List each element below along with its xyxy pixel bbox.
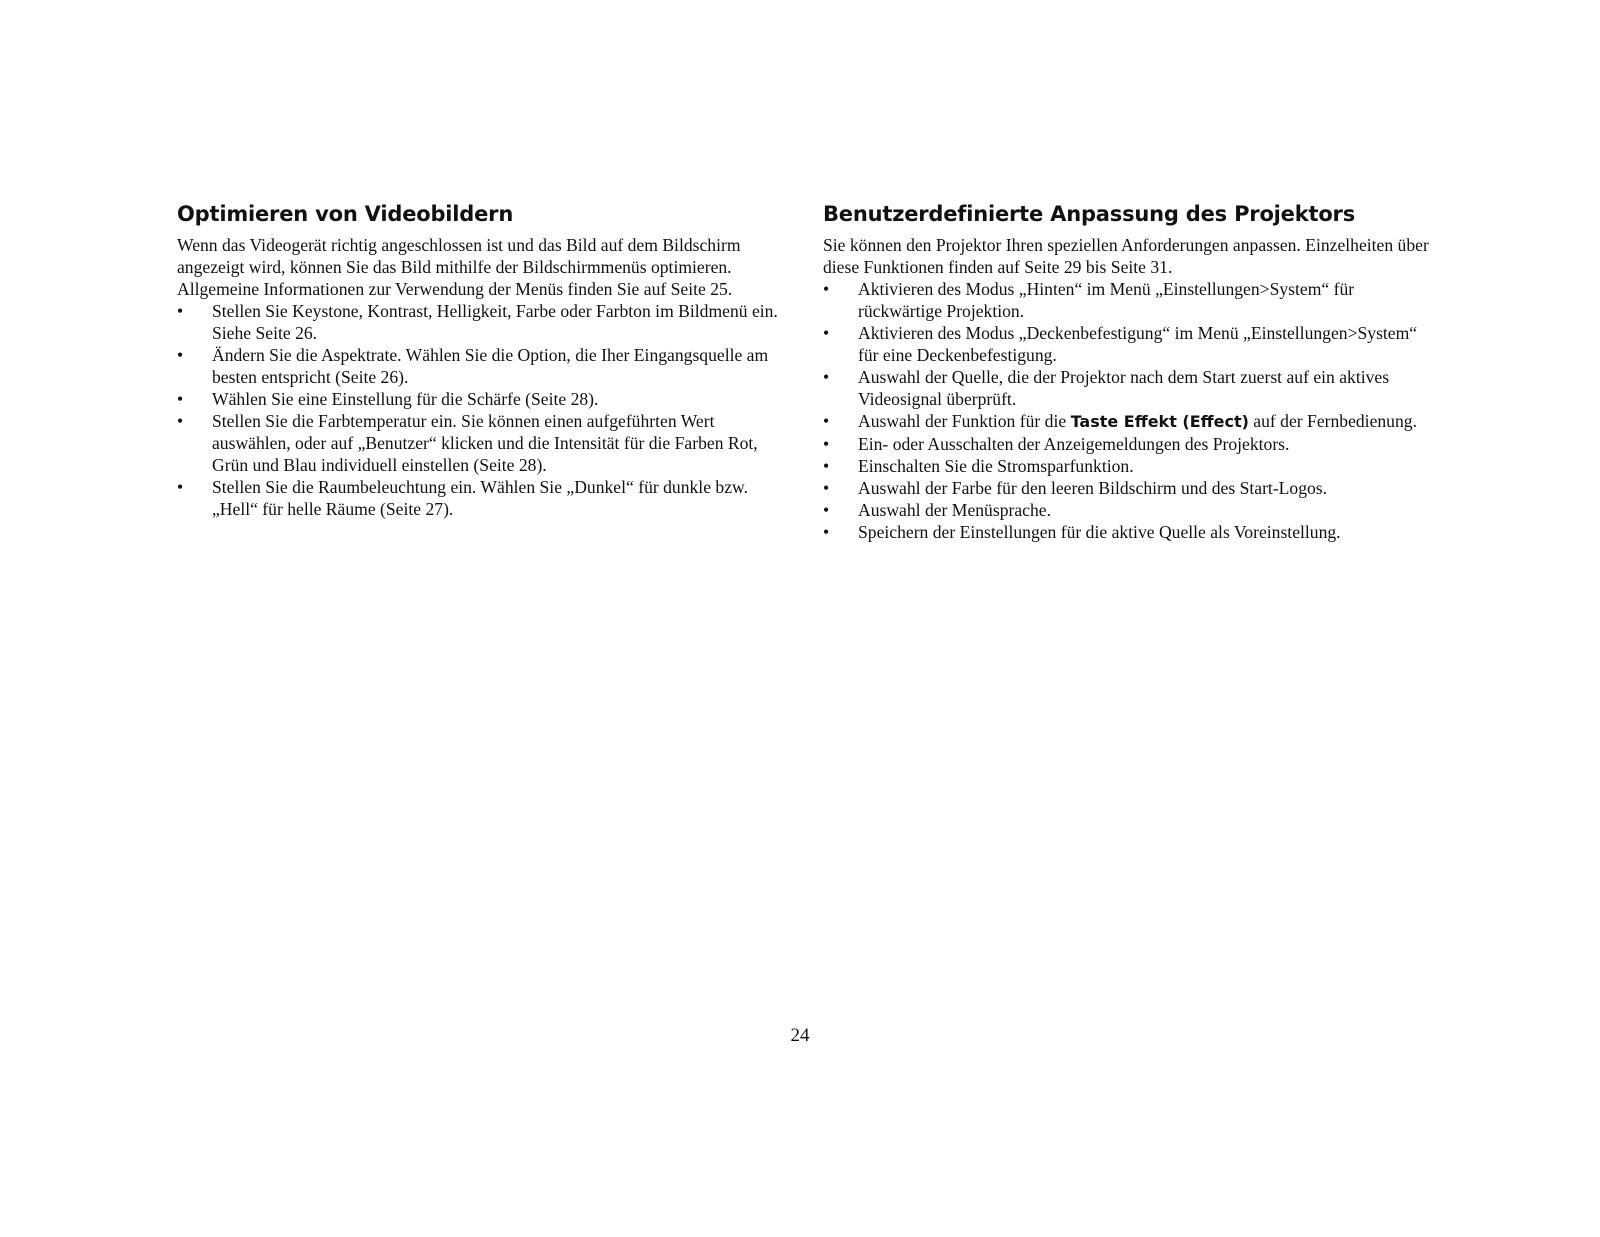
left-column <box>177 200 797 520</box>
intro-paragraph: Wenn das Videogerät richtig angeschlossen ist und das Bild auf dem Bildschirm angezeigt wird, können Sie das Bild mithilfe der Bildschirmmenüs optimieren. Allgemeine Informationen zur Verwendung der Menüs finden Sie auf Seite 25. <box>177 235 741 299</box>
bullet-icon: • <box>177 345 184 365</box>
bullet-icon: • <box>823 323 830 343</box>
list-item: • Stellen Sie Keystone, Kontrast, Helligkeit, Farbe oder Farbton im Bildmenü ein. Siehe Seite 26. <box>177 301 778 343</box>
bullet-icon: • <box>177 411 184 431</box>
list-item: • Speichern der Einstellungen für die aktive Quelle als Voreinstellung. <box>823 522 1341 542</box>
bullet-icon: • <box>177 301 184 321</box>
list-item: • Stellen Sie die Farbtemperatur ein. Sie können einen aufgeführten Wert auswählen, oder auf „Benutzer“ klicken und die Intensität für die Farben Rot, Grün und Blau individuell einstellen (Seite 28). <box>177 411 758 475</box>
list-item: • Wählen Sie eine Einstellung für die Schärfe (Seite 28). <box>177 389 599 409</box>
page-number: 24 <box>790 1025 810 1046</box>
bullet-icon: • <box>823 434 830 454</box>
bullet-icon: • <box>823 456 830 476</box>
key-name-effect: Taste Effekt (Effect) <box>1070 412 1249 431</box>
list-item: • Auswahl der Menüsprache. <box>823 500 1051 520</box>
list-item: • Stellen Sie die Raumbeleuchtung ein. Wählen Sie „Dunkel“ für dunkle bzw. „Hell“ für helle Räume (Seite 27). <box>177 477 748 519</box>
list-item: • Ändern Sie die Aspektrate. Wählen Sie die Option, die Iher Eingangsquelle am besten entspricht (Seite 26). <box>177 345 769 387</box>
list-item: • Auswahl der Funktion für die Taste Effekt (Effect) auf der Fernbedienung. <box>823 411 1417 431</box>
bullet-icon: • <box>823 279 830 299</box>
list-item: • Aktivieren des Modus „Hinten“ im Menü „Einstellungen>System“ für rückwärtige Projektion. <box>823 279 1355 321</box>
list-item: • Einschalten Sie die Stromsparfunktion. <box>823 456 1134 476</box>
bullet-icon: • <box>823 411 830 431</box>
bullet-list <box>177 300 797 520</box>
list-item: • Aktivieren des Modus „Deckenbefestigung“ im Menü „Einstellungen>System“ für eine Deckenbefestigung. <box>823 323 1418 365</box>
list-item: • Auswahl der Farbe für den leeren Bildschirm und des Start-Logos. <box>823 478 1328 498</box>
list-item: • Auswahl der Quelle, die der Projektor nach dem Start zuerst auf ein aktives Videosignal überprüft. <box>823 367 1390 409</box>
bullet-icon: • <box>823 367 830 387</box>
bullet-list <box>823 278 1433 543</box>
right-column <box>823 200 1433 543</box>
bullet-icon: • <box>177 477 184 497</box>
section-heading-customize: Benutzerdefinierte Anpassung des Projektors <box>823 202 1355 226</box>
section-heading-video: Optimieren von Videobildern <box>177 202 514 226</box>
bullet-icon: • <box>823 478 830 498</box>
bullet-icon: • <box>177 389 184 409</box>
bullet-icon: • <box>823 522 830 542</box>
bullet-icon: • <box>823 500 830 520</box>
intro-paragraph: Sie können den Projektor Ihren speziellen Anforderungen anpassen. Einzelheiten über diese Funktionen finden auf Seite 29 bis Seite 31. <box>823 235 1429 277</box>
list-item: • Ein- oder Ausschalten der Anzeigemeldungen des Projektors. <box>823 434 1290 454</box>
